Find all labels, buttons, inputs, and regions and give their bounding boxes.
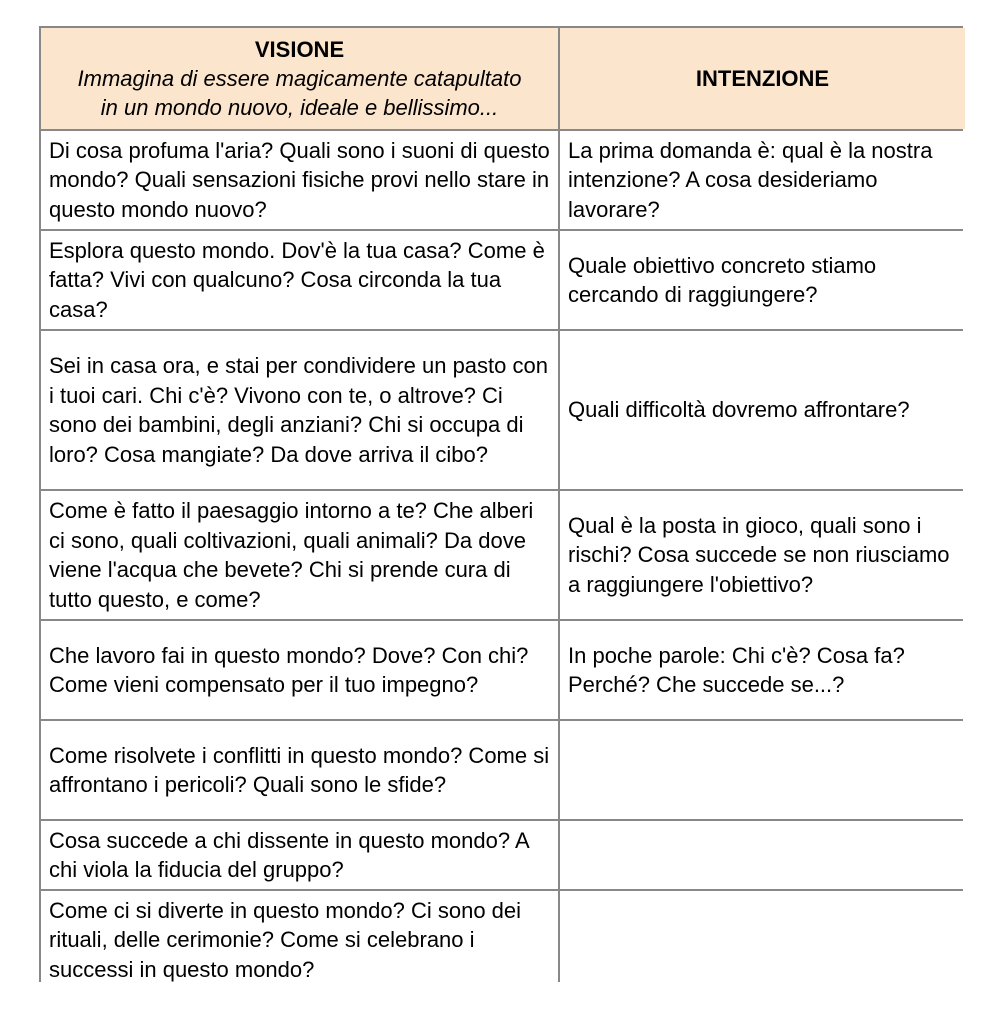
row-3-intenzione: Quali difficoltà dovremo affrontare? — [560, 331, 965, 489]
row-8-visione: Come ci si diverte in questo mondo? Ci sono dei rituali, delle cerimonie? Come si celebrano i successi in questo mondo? — [41, 891, 558, 989]
row-2-visione: Esplora questo mondo. Dov'è la tua casa? Come è fatta? Vivi con qualcuno? Cosa circonda la tua casa? — [41, 231, 558, 329]
row-6-visione: Come risolvete i conflitti in questo mondo? Come si affrontano i pericoli? Quali sono le sfide? — [41, 721, 558, 819]
row-1-visione: Di cosa profuma l'aria? Quali sono i suoni di questo mondo? Quali sensazioni fisiche provi nello stare in questo mondo nuovo? — [41, 131, 558, 229]
visione-intenzione-table — [39, 26, 963, 982]
row-5-visione: Che lavoro fai in questo mondo? Dove? Con chi? Come vieni compensato per il tuo impegno? — [41, 621, 558, 719]
header-intenzione-title: INTENZIONE — [695, 66, 830, 91]
header-visione-subtitle-line1: Immagina di essere magicamente catapultato — [77, 66, 522, 91]
row-3-visione: Sei in casa ora, e stai per condividere un pasto con i tuoi cari. Chi c'è? Vivono con te, o altrove? Ci sono dei bambini, degli anziani? Chi si occupa di loro? Cosa mangiate? Da dove arriva il cibo? — [41, 331, 558, 489]
row-4-intenzione: Qual è la posta in gioco, quali sono i rischi? Cosa succede se non riusciamo a raggiungere l'obiettivo? — [560, 491, 965, 619]
row-4-visione: Come è fatto il paesaggio intorno a te? Che alberi ci sono, quali coltivazioni, quali animali? Da dove viene l'acqua che bevete? Chi si prende cura di tutto questo, e come? — [41, 491, 558, 619]
row-2-intenzione: Quale obiettivo concreto stiamo cercando di raggiungere? — [560, 231, 965, 329]
header-intenzione — [560, 28, 965, 129]
row-1-intenzione: La prima domanda è: qual è la nostra intenzione? A cosa desideriamo lavorare? — [560, 131, 965, 229]
row-6-intenzione — [560, 721, 965, 819]
row-7-intenzione — [560, 821, 965, 889]
header-visione-title: VISIONE — [254, 37, 345, 62]
row-8-intenzione — [560, 891, 965, 989]
row-5-intenzione: In poche parole: Chi c'è? Cosa fa? Perché? Che succede se...? — [560, 621, 965, 719]
header-visione-subtitle-line2: in un mondo nuovo, ideale e bellissimo... — [100, 95, 499, 120]
header-visione — [41, 28, 558, 129]
row-7-visione: Cosa succede a chi dissente in questo mondo? A chi viola la fiducia del gruppo? — [41, 821, 558, 889]
